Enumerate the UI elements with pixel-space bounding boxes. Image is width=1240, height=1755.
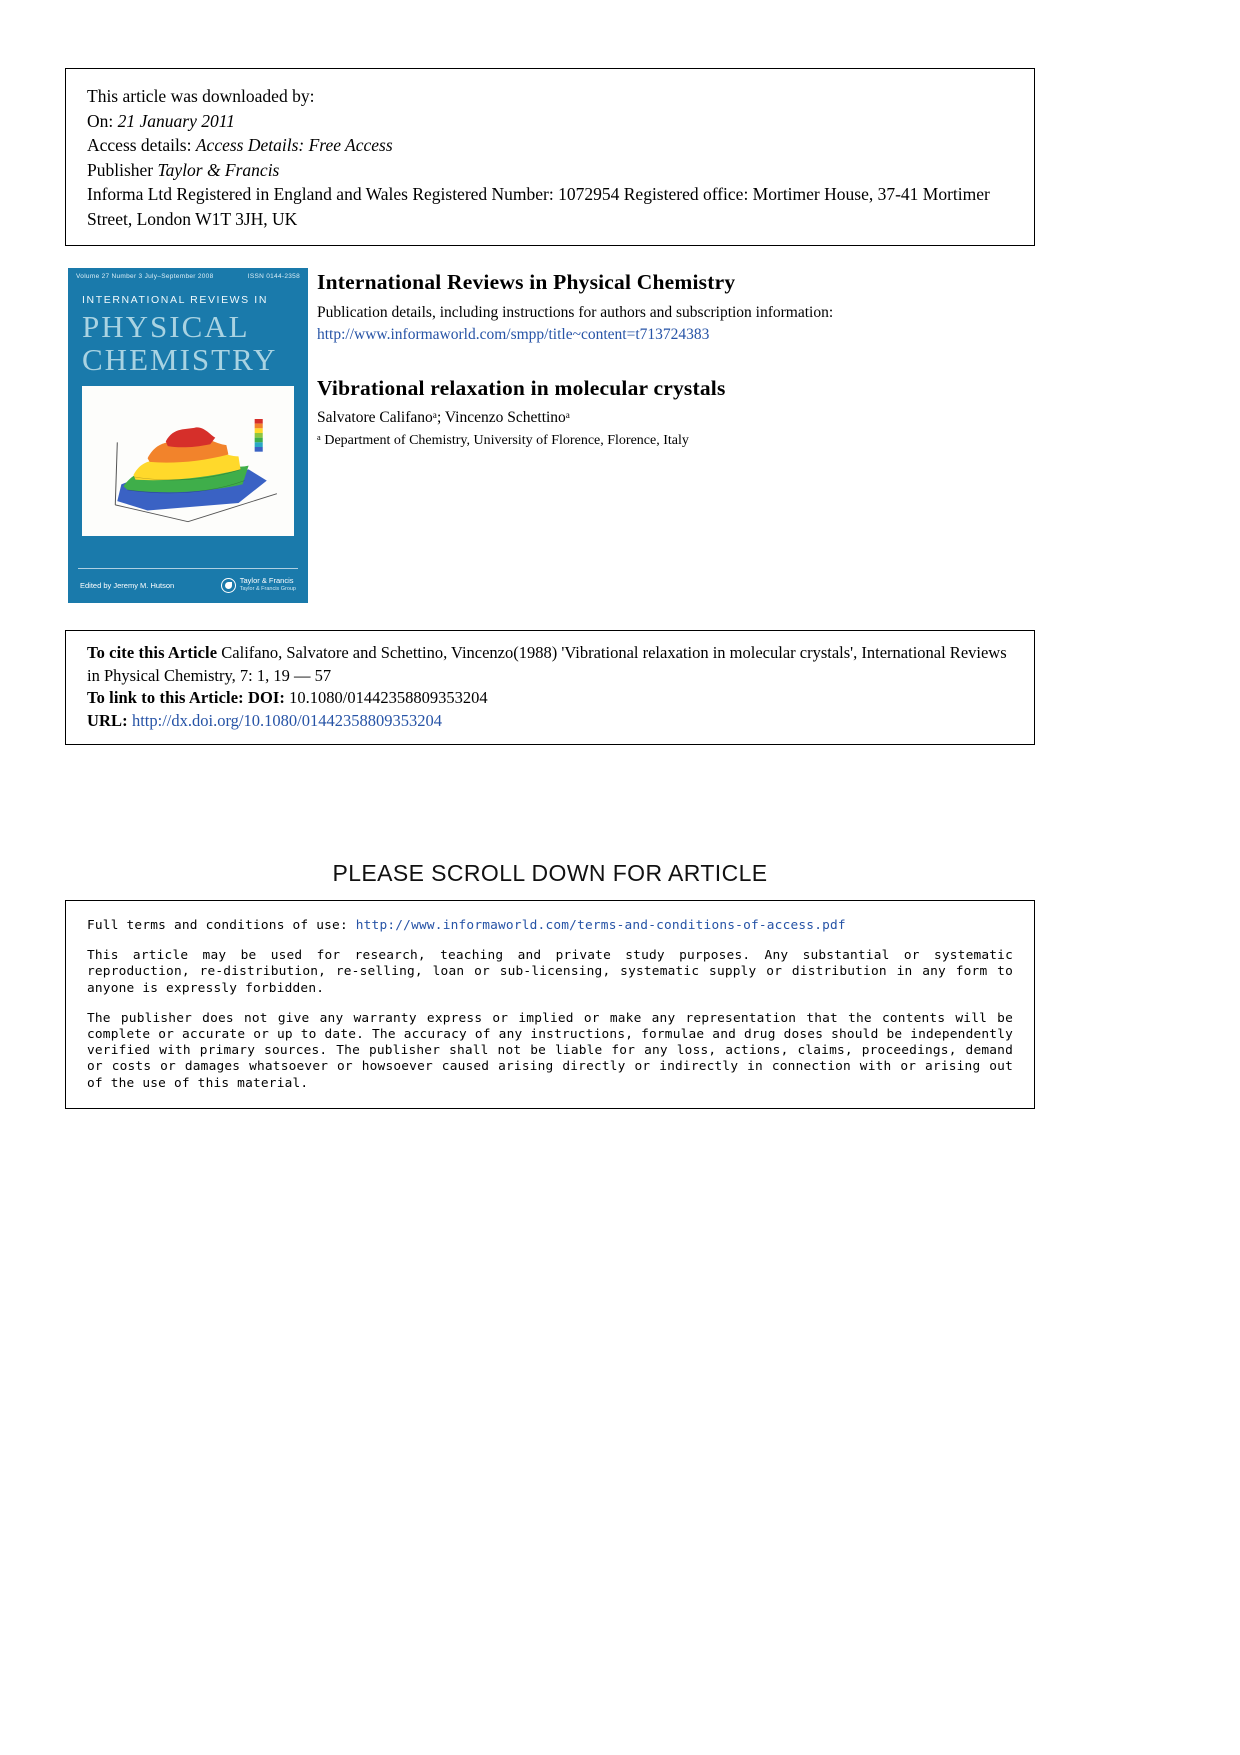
citation-box	[65, 630, 1035, 745]
terms-paragraph-1: This article may be used for research, teaching and private study purposes. Any substantial or systematic reproduction, re-distribution, re-selling, loan or sub-licensing, systematic supply or distribution in any form to anyone is expressly forbidden.	[87, 948, 1013, 996]
downloaded-by-line: This article was downloaded by:	[87, 86, 315, 106]
journal-content-link[interactable]: http://www.informaworld.com/smpp/title~content=t713724383	[317, 326, 710, 343]
article-title: Vibrational relaxation in molecular crystals	[317, 376, 726, 400]
cover-volume-info: Volume 27 Number 3 July–September 2008	[76, 273, 214, 280]
colorbar-icon	[255, 419, 263, 452]
journal-title: International Reviews in Physical Chemistry	[317, 270, 736, 294]
cover-surface-plot	[82, 386, 294, 536]
doi-url-link[interactable]: http://dx.doi.org/10.1080/01442358809353204	[131, 710, 442, 730]
cover-masthead	[68, 268, 308, 282]
article-affiliation: ᵃ Department of Chemistry, University of Florence, Florence, Italy	[317, 433, 689, 448]
terms-paragraph-2: The publisher does not give any warranty express or implied or make any representation that the contents will be complete or accurate or up to date. The accuracy of any instructions, formulae and drug doses should be independently verified with primary sources. The publisher shall not be liable for any loss, actions, claims, proceedings, demand or costs or damages whatsoever or howsoever caused arising directly or indirectly in connection with or arising out of the use of this material.	[87, 1010, 1013, 1091]
doi-label: To link to this Article: DOI:	[87, 688, 286, 707]
terms-box	[65, 900, 1035, 1109]
article-authors: Salvatore Califanoᵃ; Vincenzo Schettinoᵃ	[317, 409, 571, 426]
date-label: On:	[87, 110, 118, 131]
cover-title-line1: PHYSICAL	[82, 309, 250, 344]
access-value: Access Details: Free Access	[195, 135, 393, 155]
journal-section	[68, 268, 1034, 603]
download-info-box	[65, 68, 1035, 246]
cover-issn: ISSN 0144-2358	[247, 273, 300, 280]
url-label: URL:	[87, 710, 132, 730]
publisher-label: Publisher	[87, 159, 158, 180]
taylor-francis-logo-sub: Taylor & Francis Group	[239, 586, 296, 592]
informa-registration-line: Informa Ltd Registered in England and Wales Registered Number: 1072954 Registered office: Mortimer House, 37-41 Mortimer Street, London W1T 3JH, UK	[87, 184, 990, 229]
cite-line	[87, 642, 1013, 687]
publisher-value: Taylor & Francis	[157, 159, 280, 180]
doi-line	[87, 687, 1013, 710]
full-terms-line	[87, 918, 1013, 934]
cover-series-title: INTERNATIONAL REVIEWS IN	[82, 294, 268, 306]
download-date-line	[87, 109, 1013, 134]
url-line	[87, 710, 1013, 733]
scroll-down-notice: PLEASE SCROLL DOWN FOR ARTICLE	[332, 860, 768, 886]
cover-footer	[78, 568, 298, 603]
doi-value: 10.1080/01442358809353204	[285, 688, 488, 707]
journal-info-column	[317, 268, 1034, 603]
full-terms-label: Full terms and conditions of use:	[87, 918, 356, 933]
access-details-line	[87, 133, 1013, 158]
cite-text: Califano, Salvatore and Schettino, Vincenzo(1988) 'Vibrational relaxation in molecular crystals', International Reviews in Physical Chemistry, 7: 1, 19 — 57	[87, 643, 1007, 685]
taylor-francis-emblem-icon	[221, 578, 236, 593]
terms-pdf-link[interactable]: http://www.informaworld.com/terms-and-conditions-of-access.pdf	[355, 918, 846, 933]
cover-journal-title	[68, 306, 308, 376]
taylor-francis-logo	[221, 577, 296, 593]
cite-label: To cite this Article	[87, 643, 218, 662]
surface-plot-graphic	[87, 391, 289, 531]
cover-edited-by: Edited by Jeremy M. Hutson	[80, 580, 175, 590]
journal-cover-image	[68, 268, 308, 603]
access-label: Access details:	[87, 135, 196, 155]
cover-title-line2: CHEMISTRY	[82, 342, 278, 377]
publisher-line	[87, 158, 1013, 183]
publication-details-text: Publication details, including instructions for authors and subscription information:	[317, 304, 834, 321]
date-value: 21 January 2011	[117, 110, 235, 131]
taylor-francis-logo-name: Taylor & Francis	[239, 576, 294, 585]
